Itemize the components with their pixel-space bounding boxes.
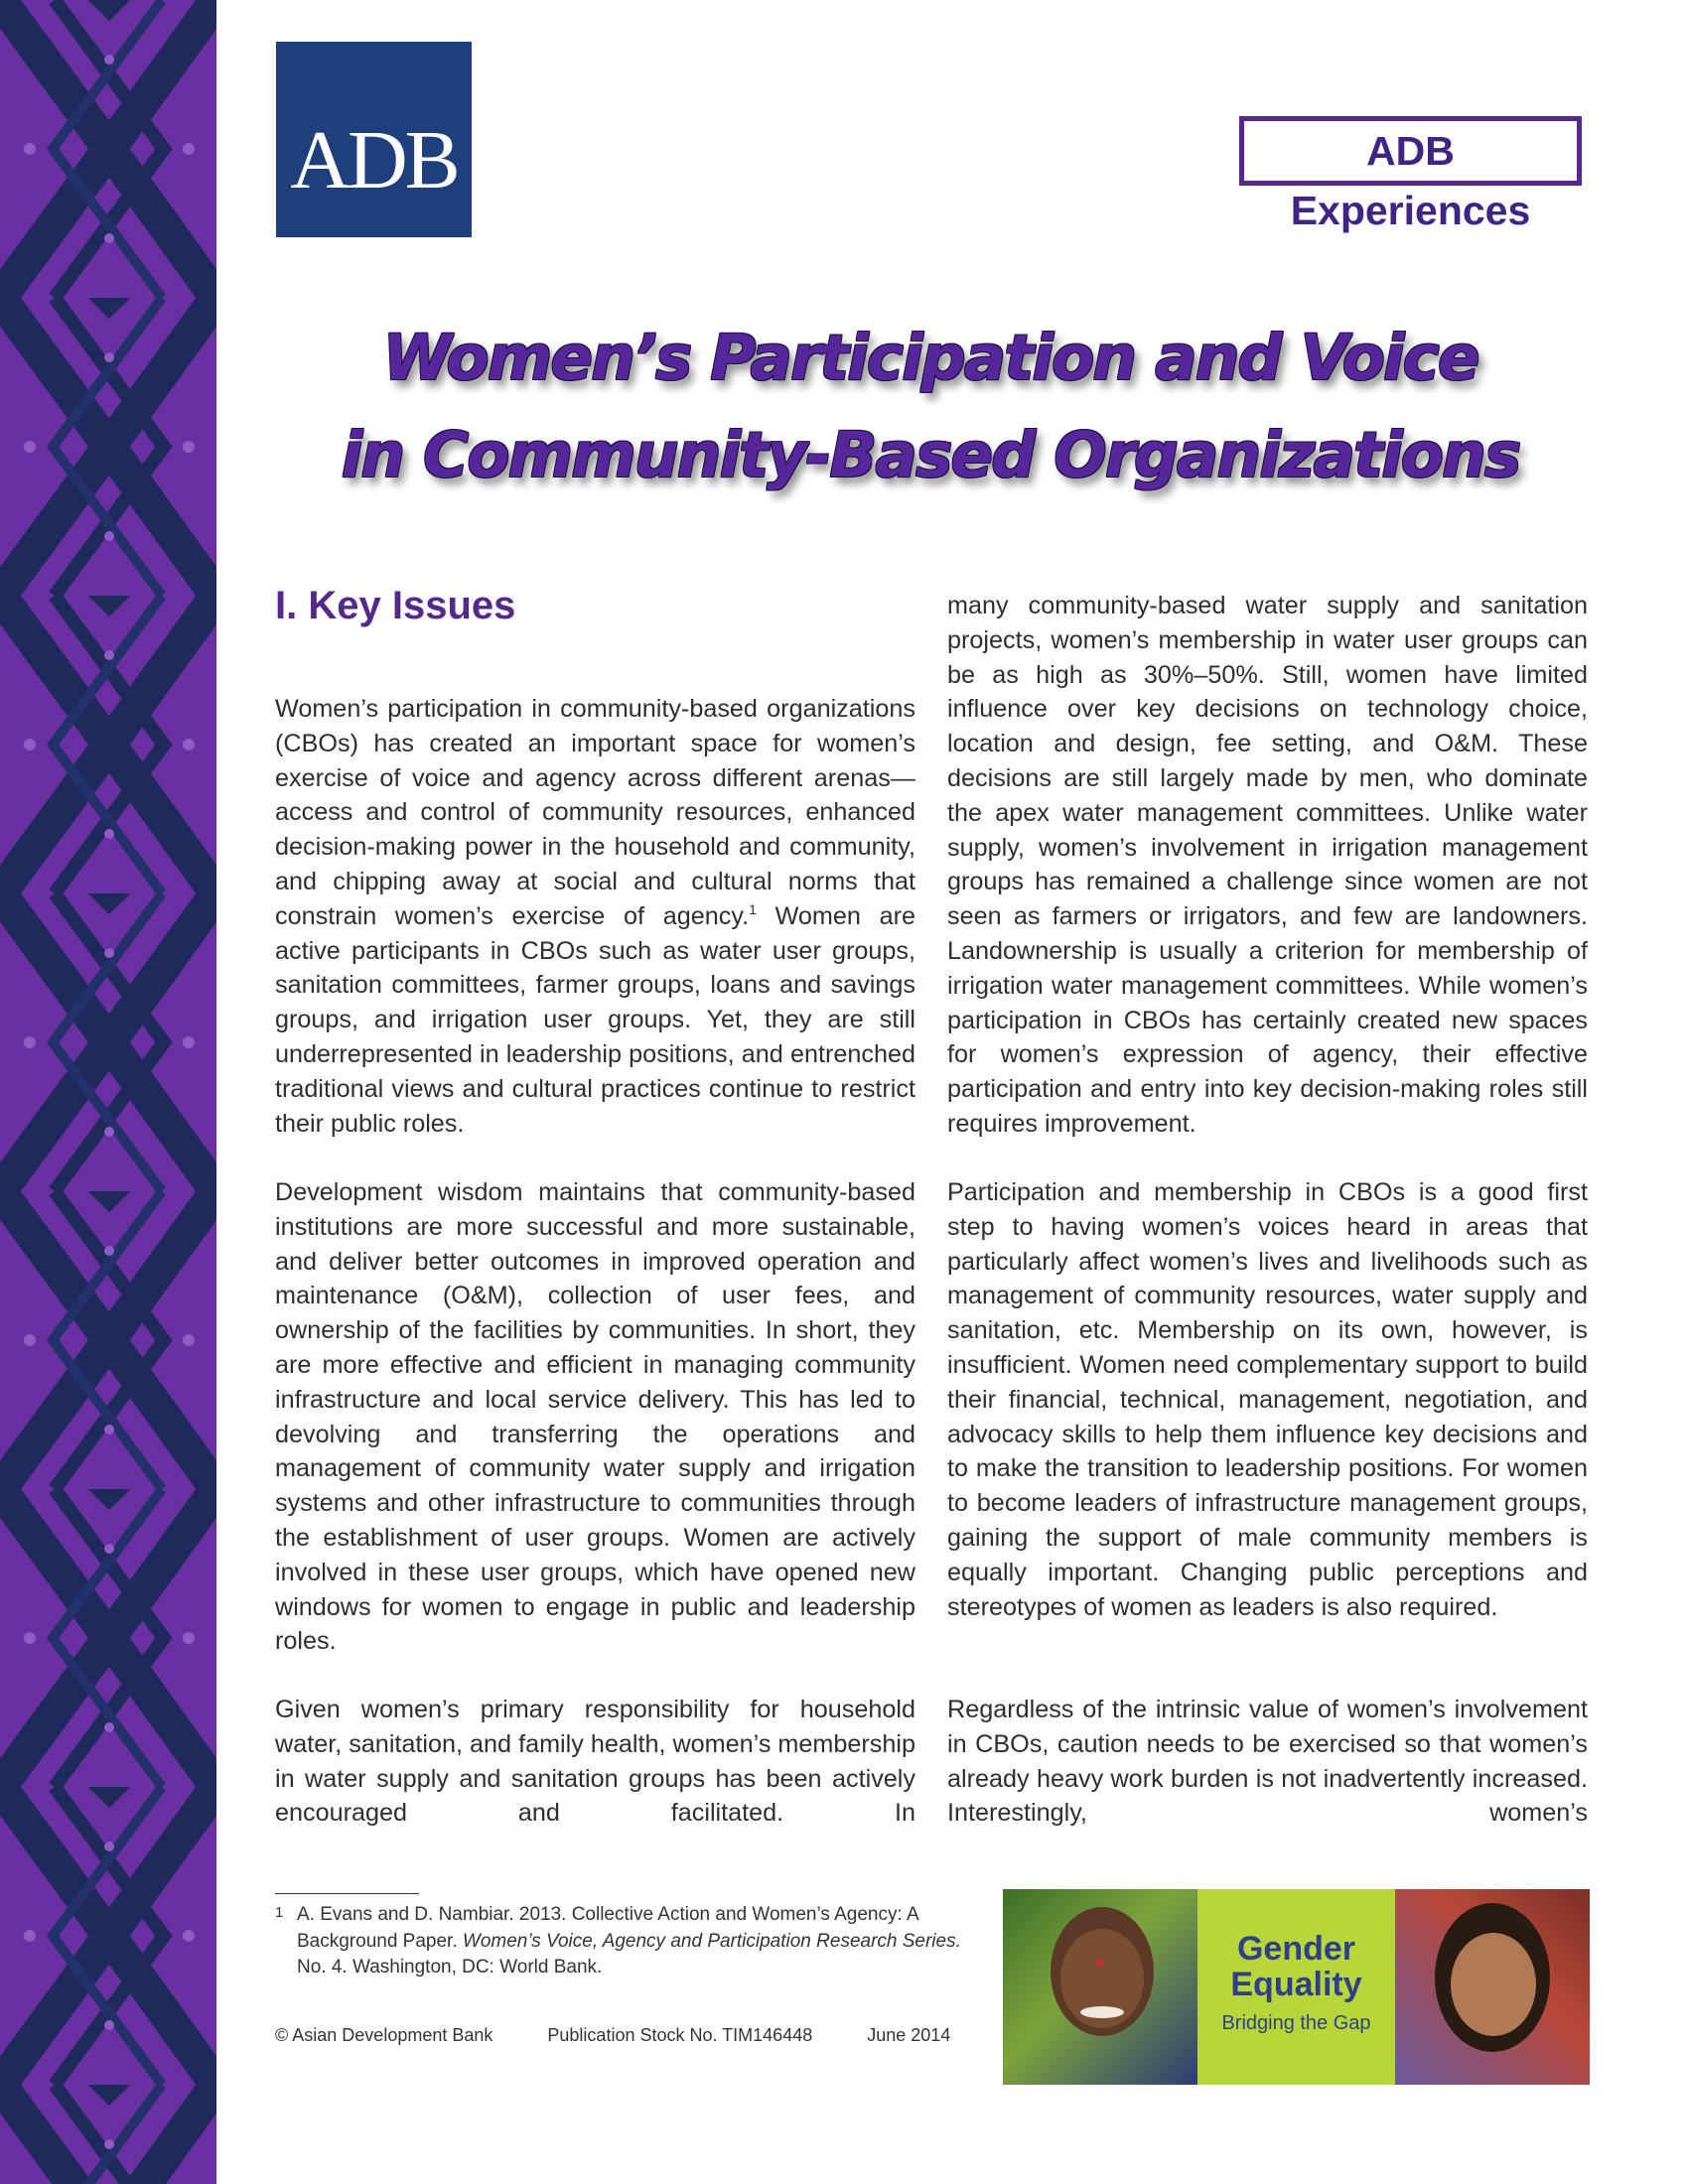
paragraph-text: Women are active participants in CBOs such as water user groups, sanitation committees, farmer groups, loans and savings groups, and irrigation user groups. Yet, they are still underrepresented in leadership positions, and entrenched traditional views and cultural practices continue to restrict their public roles. <box>275 901 915 1138</box>
paragraph-text: Development wisdom maintains that community-based institutions are more successful and more sustainable, and deliver better outcomes in improved operation and maintenance (O&M), collection of user fees, and ownership of the facilities by communities. In short, they are more effective and efficient in managing community infrastructure and local service delivery. This has led to devolving and transferring the operations and management of community water supply and irrigation systems and other infrastructure to communities through the establishment of user groups. Women are actively involved in these user groups, which have opened new windows for women to engage in public and leadership roles. <box>275 1178 915 1656</box>
banner-title-line-1: Gender <box>1236 1930 1356 1968</box>
body-paragraph <box>947 589 1588 1142</box>
footnote-text <box>297 1902 982 1981</box>
body-paragraph <box>947 1693 1588 1831</box>
banner-text-panel <box>1197 1889 1395 2085</box>
banner-subtitle: Bridging the Gap <box>1221 2012 1371 2034</box>
document-title <box>260 310 1601 504</box>
gender-equality-banner <box>1003 1889 1590 2085</box>
paragraph-text: many community-based water supply and sanitation projects, women’s membership in water user groups can be as high as 30%–50%. Still, women have limited influence over key decisions on technology choice, location and design, fee setting, and O&M. These decisions are still largely made by men, who dominate the apex water management committees. Unlike water supply, women’s involvement in irrigation management groups has remained a challenge since women are not seen as farmers or irrigators, and few are landowners. Landownership is usually a criterion for membership of irrigation water management committees. While women’s participation in CBOs has certainly created new spaces for women’s expression of agency, their effective participation and entry into key decision-making roles still requires improvement. <box>947 592 1588 1138</box>
footer-copyright: © Asian Development Bank <box>275 2025 493 2045</box>
footnote-text-part: No. 4. Washington, DC: World Bank. <box>297 1957 603 1978</box>
body-paragraph <box>275 1175 915 1659</box>
footnote-text-part: A. Evans and D. Nambiar. 2013. Collective Action and Women’s Agency: A Background Paper. <box>297 1904 918 1952</box>
body-paragraph <box>947 1175 1588 1624</box>
body-paragraph <box>275 692 915 1141</box>
adb-logo-text: ADB <box>290 114 458 206</box>
paragraph-text: Women’s participation in community-based organizations (CBOs) has created an important space for women’s exercise of voice and agency across different arenas—access and control of community resources, enhanced decision-making power in the household and community, and chipping away at social and cultural norms that constrain women’s exercise of agency. <box>275 695 915 930</box>
body-paragraph <box>275 1693 915 1831</box>
series-badge: ADB Experiences <box>1239 116 1582 186</box>
photo-woman-left <box>1003 1889 1197 2085</box>
textile-pattern <box>0 0 216 2184</box>
decorative-textile-band <box>0 0 216 2184</box>
footnote-reference: 1 <box>749 900 757 917</box>
title-line-2: in Community-Based Organizations <box>341 419 1520 491</box>
adb-logo <box>276 42 472 237</box>
title-line-1: Women’s Participation and Voice <box>382 322 1478 394</box>
footnote-number: 1 <box>275 1904 284 1921</box>
banner-title <box>1197 1931 1395 2002</box>
banner-title-line-2: Equality <box>1230 1966 1362 2003</box>
page-footer <box>275 2025 1000 2046</box>
section-heading: I. Key Issues <box>275 584 516 627</box>
photo-woman-right <box>1395 1889 1590 2085</box>
paragraph-text: Participation and membership in CBOs is a good first step to having women’s voices heard in areas that particularly affect women’s lives and livelihoods such as management of community resources, water supply and sanitation, etc. Membership on its own, however, is insufficient. Women need complementary support to build their financial, technical, management, negotiation, and advocacy skills to help them influence key decisions and to make the transition to leadership positions. For women to become leaders of infrastructure management groups, gaining the support of male community members is equally important. Changing public perceptions and stereotypes of women as leaders is also required. <box>947 1178 1588 1621</box>
footer-date: June 2014 <box>867 2025 951 2045</box>
paragraph-text: Given women’s primary responsibility for household water, sanitation, and family health, women’s membership in water supply and sanitation groups has been actively encouraged and facilitated. In <box>275 1696 915 1828</box>
footer-stock-number: Publication Stock No. TIM146448 <box>547 2025 813 2045</box>
paragraph-text: Regardless of the intrinsic value of women’s involvement in CBOs, caution needs to be exercised so that women’s already heavy work burden is not inadvertently increased. Interestingly, women’s <box>947 1696 1588 1828</box>
footnote-series-title: Women’s Voice, Agency and Participation Research Series. <box>462 1930 961 1952</box>
footnote-divider <box>275 1893 419 1894</box>
